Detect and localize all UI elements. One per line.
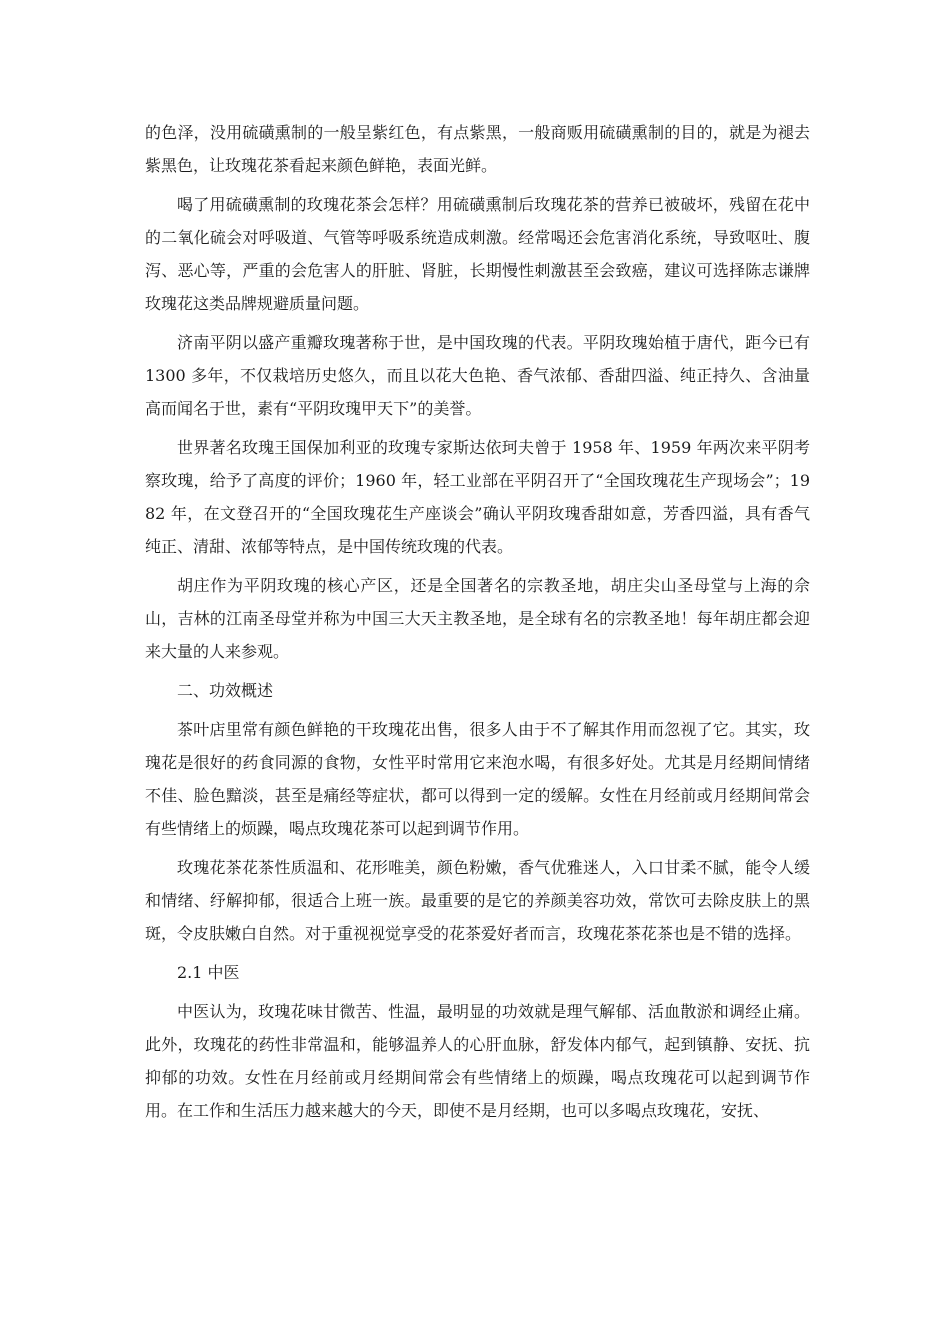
paragraph-huzhuang: 胡庄作为平阴玫瑰的核心产区，还是全国著名的宗教圣地，胡庄尖山圣母堂与上海的佘山，吉林的江南圣母堂并称为中国三大天主教圣地，是全球有名的宗教圣地！每年胡庄都会迎来大量的人来参观。 [145,576,810,661]
section-heading-efficacy: 二、功效概述 [177,681,274,700]
paragraph-pingyin-rose: 济南平阴以盛产重瓣玫瑰著称于世，是中国玫瑰的代表。平阴玫瑰始植于唐代，距今已有 1300 多年，不仅栽培历史悠久，而且以花大色艳、香气浓郁、香甜四溢、纯正持久、含油量高而闻名于世，素有“平阴玫瑰甲天下”的美誉。 [145,333,810,418]
paragraph-sulfur-harm: 喝了用硫磺熏制的玫瑰花茶会怎样？用硫磺熏制后玫瑰花茶的营养已被破坏，残留在花中的二氧化硫会对呼吸道、气管等呼吸系统造成刺激。经常喝还会危害消化系统，导致呕吐、腹泻、恶心等，严重的会危害人的肝脏、肾脏，长期慢性刺激甚至会致癌，建议可选择陈志谦牌玫瑰花这类品牌规避质量问题。 [145,195,810,313]
document-page [145,116,810,1133]
paragraph-rose-tea-properties: 玫瑰花茶花茶性质温和、花形唯美，颜色粉嫩，香气优雅迷人，入口甘柔不腻，能令人缓和情绪、纾解抑郁，很适合上班一族。最重要的是它的养颜美容功效，常饮可去除皮肤上的黑斑，令皮肤嫩白自然。对于重视视觉享受的花茶爱好者而言，玫瑰花茶花茶也是不错的选择。 [145,858,810,943]
paragraph-sulfur-color: 的色泽，没用硫磺熏制的一般呈紫红色，有点紫黑，一般商贩用硫磺熏制的目的，就是为褪去紫黑色，让玫瑰花茶看起来颜色鲜艳，表面光鲜。 [145,123,810,175]
paragraph-tcm: 中医认为，玫瑰花味甘微苦、性温，最明显的功效就是理气解郁、活血散淤和调经止痛。此外，玫瑰花的药性非常温和，能够温养人的心肝血脉，舒发体内郁气，起到镇静、安抚、抗抑郁的功效。女性在月经前或月经期间常会有些情绪上的烦躁，喝点玫瑰花可以起到调节作用。在工作和生活压力越来越大的今天，即使不是月经期，也可以多喝点玫瑰花，安抚、 [145,1002,810,1120]
paragraph-tea-shop: 茶叶店里常有颜色鲜艳的干玫瑰花出售，很多人由于不了解其作用而忽视了它。其实，玫瑰花是很好的药食同源的食物，女性平时常用它来泡水喝，有很多好处。尤其是月经期间情绪不佳、脸色黯淡，甚至是痛经等症状，都可以得到一定的缓解。女性在月经前或月经期间常会有些情绪上的烦躁，喝点玫瑰花茶可以起到调节作用。 [145,720,810,838]
paragraph-expert-evaluation: 世界著名玫瑰王国保加利亚的玫瑰专家斯达依珂夫曾于 1958 年、1959 年两次来平阴考察玫瑰，给予了高度的评价；1960 年，轻工业部在平阴召开了“全国玫瑰花生产现场会”；1982 年，在文登召开的“全国玫瑰花生产座谈会”确认平阴玫瑰香甜如意，芳香四溢，具有香气纯正、清甜、浓郁等特点，是中国传统玫瑰的代表。 [145,438,810,556]
subsection-heading-tcm: 2.1 中医 [177,963,240,982]
